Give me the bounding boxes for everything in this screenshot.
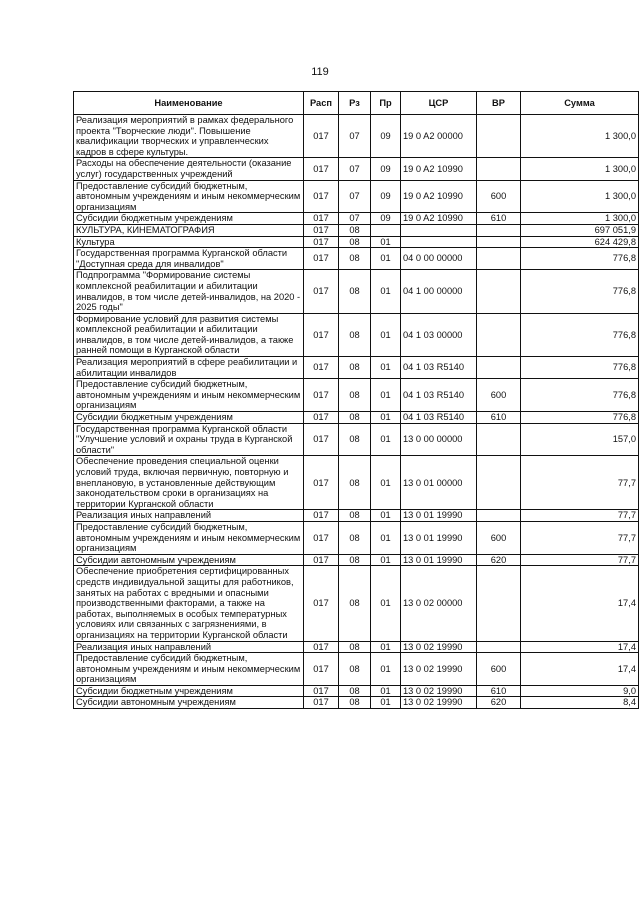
cell-rasp: 017 — [304, 224, 339, 236]
cell-rasp: 017 — [304, 510, 339, 522]
cell-sum: 8,4 — [521, 697, 639, 709]
table-row — [74, 180, 639, 213]
table-row — [74, 554, 639, 566]
table-header-row — [74, 92, 639, 115]
cell-pr: 01 — [371, 685, 401, 697]
table-row — [74, 412, 639, 424]
cell-pr: 01 — [371, 456, 401, 510]
cell-name: Обеспечение проведения специальной оценки условий труда, включая первичную, повторную и внеплановую, в установленные действующим законодательством сроки в организациях на территории Курганской области — [74, 456, 304, 510]
table-row — [74, 510, 639, 522]
cell-vr — [477, 313, 521, 356]
cell-pr: 01 — [371, 510, 401, 522]
table-row — [74, 641, 639, 653]
cell-csr: 13 0 01 19990 — [401, 554, 477, 566]
cell-rz: 07 — [339, 180, 371, 213]
cell-rasp: 017 — [304, 236, 339, 248]
cell-csr — [401, 236, 477, 248]
cell-vr: 600 — [477, 180, 521, 213]
table-row — [74, 158, 639, 180]
cell-name: Субсидии бюджетным учреждениям — [74, 685, 304, 697]
cell-pr: 01 — [371, 379, 401, 412]
header-pr: Пр — [371, 92, 401, 115]
cell-rasp: 017 — [304, 180, 339, 213]
cell-name: Предоставление субсидий бюджетным, автономным учреждениям и иным некоммерческим организациям — [74, 180, 304, 213]
table-row — [74, 697, 639, 709]
cell-name: Расходы на обеспечение деятельности (оказание услуг) государственных учреждений — [74, 158, 304, 180]
header-csr: ЦСР — [401, 92, 477, 115]
cell-vr: 620 — [477, 697, 521, 709]
cell-sum: 17,4 — [521, 566, 639, 641]
cell-name: Реализация иных направлений — [74, 510, 304, 522]
cell-vr: 600 — [477, 379, 521, 412]
cell-pr: 01 — [371, 357, 401, 379]
cell-rz: 08 — [339, 313, 371, 356]
cell-rasp: 017 — [304, 566, 339, 641]
cell-sum: 157,0 — [521, 423, 639, 456]
cell-sum: 1 300,0 — [521, 213, 639, 225]
cell-csr: 04 1 00 00000 — [401, 270, 477, 313]
table-row — [74, 521, 639, 554]
cell-name: Предоставление субсидий бюджетным, автономным учреждениям и иным некоммерческим организациям — [74, 379, 304, 412]
cell-rasp: 017 — [304, 379, 339, 412]
cell-rz: 08 — [339, 423, 371, 456]
cell-pr: 01 — [371, 236, 401, 248]
cell-name: Культура — [74, 236, 304, 248]
cell-sum: 17,4 — [521, 653, 639, 686]
cell-rasp: 017 — [304, 653, 339, 686]
cell-vr — [477, 357, 521, 379]
cell-pr: 09 — [371, 213, 401, 225]
table-body — [74, 115, 639, 709]
cell-csr: 04 1 03 00000 — [401, 313, 477, 356]
cell-rasp: 017 — [304, 456, 339, 510]
cell-rasp: 017 — [304, 213, 339, 225]
cell-rasp: 017 — [304, 357, 339, 379]
cell-name: Субсидии автономным учреждениям — [74, 697, 304, 709]
cell-sum: 1 300,0 — [521, 115, 639, 158]
cell-vr — [477, 224, 521, 236]
cell-rasp: 017 — [304, 685, 339, 697]
cell-vr — [477, 641, 521, 653]
cell-csr: 04 1 03 R5140 — [401, 357, 477, 379]
cell-pr: 01 — [371, 697, 401, 709]
cell-csr: 13 0 01 00000 — [401, 456, 477, 510]
cell-csr: 13 0 02 19990 — [401, 685, 477, 697]
cell-vr — [477, 270, 521, 313]
cell-csr: 13 0 02 00000 — [401, 566, 477, 641]
cell-rz: 08 — [339, 554, 371, 566]
cell-vr — [477, 566, 521, 641]
cell-rz: 07 — [339, 158, 371, 180]
cell-csr: 19 0 A2 10990 — [401, 180, 477, 213]
cell-vr — [477, 236, 521, 248]
cell-name: Субсидии бюджетным учреждениям — [74, 213, 304, 225]
header-vr: ВР — [477, 92, 521, 115]
cell-name: Формирование условий для развития системы комплексной реабилитации и абилитации инвалидов, в том числе детей-инвалидов, а также ранней помощи в Курганской области — [74, 313, 304, 356]
cell-sum: 17,4 — [521, 641, 639, 653]
cell-vr: 620 — [477, 554, 521, 566]
cell-name: Предоставление субсидий бюджетным, автономным учреждениям и иным некоммерческим организациям — [74, 521, 304, 554]
cell-pr: 01 — [371, 521, 401, 554]
cell-rasp: 017 — [304, 697, 339, 709]
table-row — [74, 248, 639, 270]
cell-sum: 1 300,0 — [521, 180, 639, 213]
cell-vr: 610 — [477, 213, 521, 225]
cell-rasp: 017 — [304, 554, 339, 566]
header-sum: Сумма — [521, 92, 639, 115]
table-row — [74, 270, 639, 313]
header-rasp: Расп — [304, 92, 339, 115]
cell-name: Субсидии автономным учреждениям — [74, 554, 304, 566]
cell-csr: 13 0 01 19990 — [401, 510, 477, 522]
cell-pr: 01 — [371, 641, 401, 653]
cell-sum: 776,8 — [521, 313, 639, 356]
cell-csr: 04 1 03 R5140 — [401, 379, 477, 412]
cell-pr: 01 — [371, 248, 401, 270]
page-number: 119 — [311, 66, 329, 78]
cell-vr: 610 — [477, 685, 521, 697]
table-row — [74, 423, 639, 456]
cell-vr — [477, 510, 521, 522]
cell-csr: 04 1 03 R5140 — [401, 412, 477, 424]
cell-csr: 04 0 00 00000 — [401, 248, 477, 270]
cell-rz: 08 — [339, 412, 371, 424]
cell-csr: 19 0 A2 10990 — [401, 213, 477, 225]
cell-sum: 9,0 — [521, 685, 639, 697]
cell-pr: 09 — [371, 158, 401, 180]
cell-sum: 77,7 — [521, 456, 639, 510]
table-row — [74, 357, 639, 379]
cell-rasp: 017 — [304, 423, 339, 456]
cell-rz: 08 — [339, 641, 371, 653]
cell-pr: 01 — [371, 412, 401, 424]
table-row — [74, 236, 639, 248]
table-row — [74, 566, 639, 641]
table-row — [74, 313, 639, 356]
cell-sum: 1 300,0 — [521, 158, 639, 180]
cell-name: Реализация мероприятий в сфере реабилитации и абилитации инвалидов — [74, 357, 304, 379]
cell-rasp: 017 — [304, 313, 339, 356]
cell-csr: 19 0 A2 10990 — [401, 158, 477, 180]
cell-pr: 09 — [371, 115, 401, 158]
cell-name: Реализация мероприятий в рамках федерального проекта "Творческие люди". Повышение квалификации творческих и управленческих кадров в сфере культуры. — [74, 115, 304, 158]
cell-rz: 08 — [339, 697, 371, 709]
cell-name: Субсидии бюджетным учреждениям — [74, 412, 304, 424]
cell-rz: 08 — [339, 248, 371, 270]
cell-name: Предоставление субсидий бюджетным, автономным учреждениям и иным некоммерческим организациям — [74, 653, 304, 686]
cell-name: Государственная программа Курганской области "Улучшение условий и охраны труда в Курганской области" — [74, 423, 304, 456]
table-row — [74, 115, 639, 158]
cell-vr — [477, 456, 521, 510]
cell-rasp: 017 — [304, 248, 339, 270]
cell-rz: 08 — [339, 566, 371, 641]
cell-sum: 776,8 — [521, 357, 639, 379]
cell-pr: 09 — [371, 180, 401, 213]
cell-rz: 08 — [339, 379, 371, 412]
cell-csr — [401, 224, 477, 236]
cell-rasp: 017 — [304, 641, 339, 653]
table-row — [74, 224, 639, 236]
cell-rz: 08 — [339, 357, 371, 379]
cell-pr: 01 — [371, 313, 401, 356]
header-name: Наименование — [74, 92, 304, 115]
cell-csr: 19 0 A2 00000 — [401, 115, 477, 158]
cell-csr: 13 0 01 19990 — [401, 521, 477, 554]
cell-sum: 624 429,8 — [521, 236, 639, 248]
cell-sum: 77,7 — [521, 554, 639, 566]
cell-pr: 01 — [371, 554, 401, 566]
cell-rz: 08 — [339, 224, 371, 236]
cell-rz: 08 — [339, 521, 371, 554]
table-row — [74, 379, 639, 412]
cell-vr: 600 — [477, 653, 521, 686]
cell-rz: 08 — [339, 510, 371, 522]
cell-csr: 13 0 00 00000 — [401, 423, 477, 456]
cell-csr: 13 0 02 19990 — [401, 653, 477, 686]
cell-vr — [477, 115, 521, 158]
cell-rz: 07 — [339, 115, 371, 158]
table-row — [74, 685, 639, 697]
cell-rz: 07 — [339, 213, 371, 225]
cell-rasp: 017 — [304, 412, 339, 424]
cell-name: КУЛЬТУРА, КИНЕМАТОГРАФИЯ — [74, 224, 304, 236]
cell-csr: 13 0 02 19990 — [401, 697, 477, 709]
cell-name: Подпрограмма "Формирование системы комплексной реабилитации и абилитации инвалидов, в том числе детей-инвалидов, на 2020 - 2025 годы" — [74, 270, 304, 313]
cell-pr: 01 — [371, 566, 401, 641]
cell-rz: 08 — [339, 236, 371, 248]
cell-name: Государственная программа Курганской области "Доступная среда для инвалидов" — [74, 248, 304, 270]
cell-rasp: 017 — [304, 270, 339, 313]
cell-rasp: 017 — [304, 521, 339, 554]
cell-sum: 77,7 — [521, 510, 639, 522]
cell-pr: 01 — [371, 270, 401, 313]
cell-pr: 01 — [371, 423, 401, 456]
cell-name: Обеспечение приобретения сертифицированных средств индивидуальной защиты для работников, занятых на работах с вредными и опасными производственными факторами, а также на работах, выполняемых в особых температурных условиях или связанных с загрязнениями, в организациях на территории Курганской области — [74, 566, 304, 641]
cell-sum: 697 051,9 — [521, 224, 639, 236]
cell-name: Реализация иных направлений — [74, 641, 304, 653]
cell-pr — [371, 224, 401, 236]
cell-pr: 01 — [371, 653, 401, 686]
cell-vr: 610 — [477, 412, 521, 424]
table-row — [74, 213, 639, 225]
cell-sum: 77,7 — [521, 521, 639, 554]
table-row — [74, 653, 639, 686]
cell-sum: 776,8 — [521, 270, 639, 313]
cell-sum: 776,8 — [521, 248, 639, 270]
cell-rz: 08 — [339, 270, 371, 313]
header-rz: Рз — [339, 92, 371, 115]
cell-vr — [477, 423, 521, 456]
cell-vr — [477, 248, 521, 270]
cell-csr: 13 0 02 19990 — [401, 641, 477, 653]
cell-rasp: 017 — [304, 115, 339, 158]
table-row — [74, 456, 639, 510]
cell-rz: 08 — [339, 685, 371, 697]
cell-vr: 600 — [477, 521, 521, 554]
cell-rz: 08 — [339, 653, 371, 686]
cell-sum: 776,8 — [521, 412, 639, 424]
cell-rz: 08 — [339, 456, 371, 510]
cell-rasp: 017 — [304, 158, 339, 180]
cell-vr — [477, 158, 521, 180]
cell-sum: 776,8 — [521, 379, 639, 412]
budget-table — [73, 91, 639, 709]
